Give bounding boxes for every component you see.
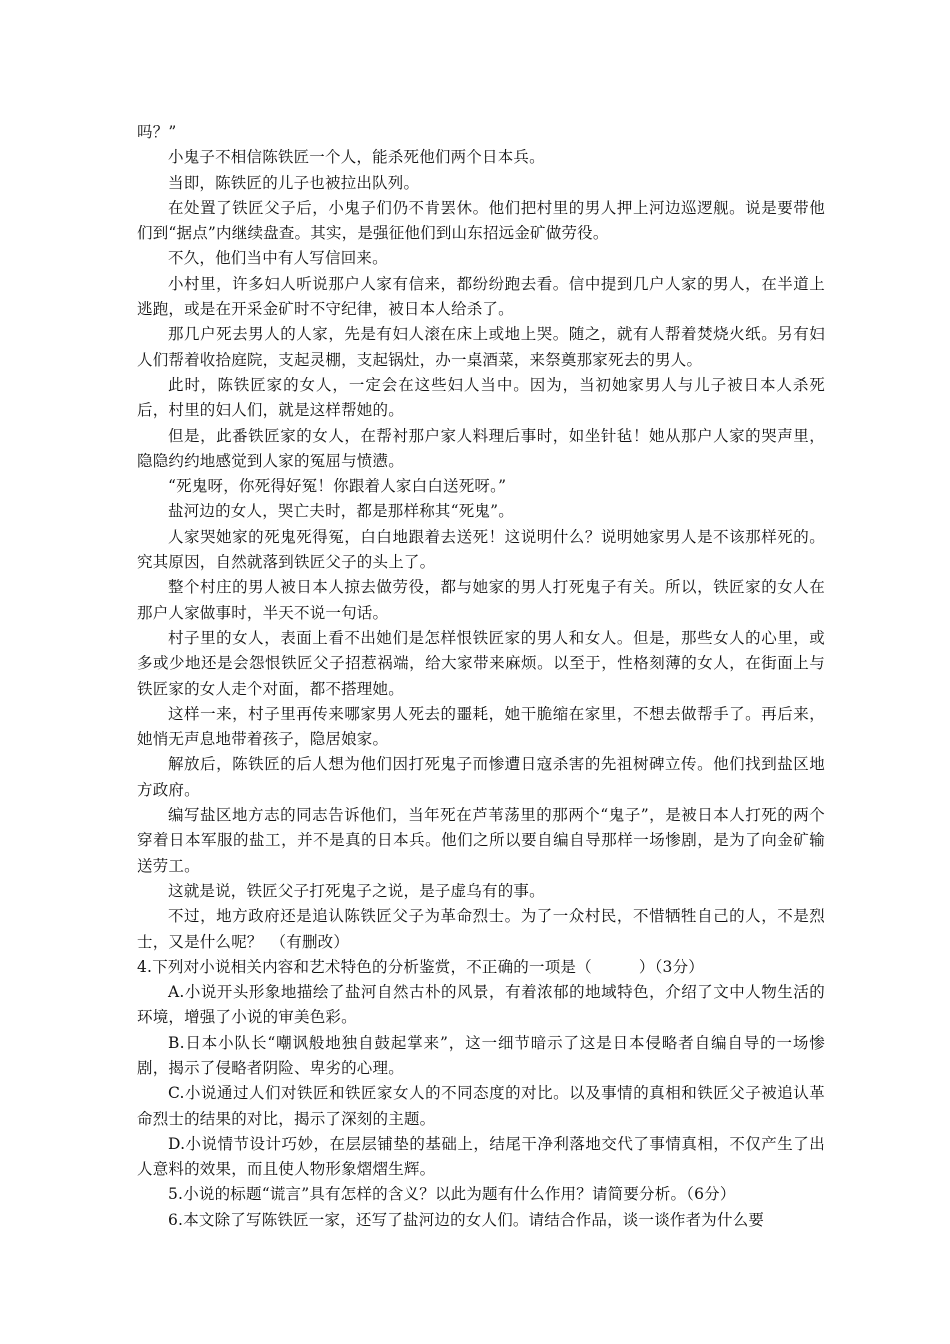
- option-b: B.日本小队长“嘲讽般地独自鼓起掌来”，这一细节暗示了这是日本侵略者自编自导的一场惨剧，揭示了侵略者阴险、卑劣的心理。: [137, 1033, 825, 1077]
- question-5: 5.小说的标题“谎言”具有怎样的含义？以此为题有什么作用？请简要分析。（6分）: [168, 1185, 736, 1204]
- document-page: [137, 120, 825, 1233]
- paragraph-16: 解放后，陈铁匠的后人想为他们因打死鬼子而惨遭日寇杀害的先祖树碑立传。他们找到盐区地方政府。: [137, 755, 825, 799]
- paragraph-19: 不过，地方政府还是追认陈铁匠父子为革命烈士。为了一众村民，不惜牺牲自己的人，不是烈士，又是什么呢？ （有删改）: [137, 907, 825, 951]
- paragraph-7: 那几户死去男人的人家，先是有妇人滚在床上或地上哭。随之，就有人帮着焚烧火纸。另有妇人们帮着收拾庭院，支起灵棚，支起锅灶，办一桌酒菜，来祭奠那家死去的男人。: [137, 325, 825, 369]
- paragraph-14: 村子里的女人，表面上看不出她们是怎样恨铁匠家的男人和女人。但是，那些女人的心里，或多或少地还是会怨恨铁匠父子招惹祸端，给大家带来麻烦。以至于，性格刻薄的女人，在街面上与铁匠家的女人走个对面，都不搭理她。: [137, 628, 825, 698]
- paragraph-11: 盐河边的女人，哭亡夫时，都是那样称其“死鬼”。: [168, 502, 514, 521]
- paragraph-1: 吗？”: [137, 123, 177, 141]
- paragraph-13: 整个村庄的男人被日本人掠去做劳役，都与她家的男人打死鬼子有关。所以，铁匠家的女人在那户人家做事时，半天不说一句话。: [137, 578, 825, 622]
- paragraph-6: 小村里，许多妇人听说那户人家有信来，都纷纷跑去看。信中提到几户人家的男人，在半道上逃跑，或是在开采金矿时不守纪律，被日本人给杀了。: [137, 274, 825, 319]
- paragraph-5: 不久，他们当中有人写信回来。: [168, 249, 388, 268]
- paragraph-2: 小鬼子不相信陈铁匠一个人，能杀死他们两个日本兵。: [168, 148, 545, 167]
- paragraph-3: 当即，陈铁匠的儿子也被拉出队列。: [168, 173, 420, 192]
- question-6: 6.本文除了写陈铁匠一家，还写了盐河边的女人们。请结合作品，谈一谈作者为什么要: [168, 1210, 765, 1229]
- paragraph-15: 这样一来，村子里再传来哪家男人死去的噩耗，她干脆缩在家里，不想去做帮手了。再后来，她悄无声息地带着孩子，隐居娘家。: [137, 704, 825, 749]
- option-d: D.小说情节设计巧妙，在层层铺垫的基础上，结尾干净利落地交代了事情真相，不仅产生了出人意料的效果，而且使人物形象熠熠生辉。: [137, 1134, 825, 1179]
- paragraph-17: 编写盐区地方志的同志告诉他们，当年死在芦苇荡里的那两个“鬼子”，是被日本人打死的两个穿着日本军服的盐工，并不是真的日本兵。他们之所以要自编自导那样一场惨剧，是为了向金矿输送劳工。: [137, 806, 825, 875]
- paragraph-9: 但是，此番铁匠家的女人，在帮衬那户家人料理后事时，如坐针毡！她从那户人家的哭声里，隐隐约约地感觉到人家的冤屈与愤懑。: [137, 426, 825, 470]
- paragraph-10: “死鬼呀，你死得好冤！你跟着人家白白送死呀。”: [168, 477, 507, 496]
- question-4: 4.下列对小说相关内容和艺术特色的分析鉴赏，不正确的一项是（ ）（3分）: [137, 957, 705, 976]
- option-a: A.小说开头形象地描绘了盐河自然古朴的风景，有着浓郁的地域特色，介绍了文中人物生活的环境，增强了小说的审美色彩。: [137, 983, 825, 1027]
- paragraph-12: 人家哭她家的死鬼死得冤，白白地跟着去送死！这说明什么？说明她家男人是不该那样死的。究其原因，自然就落到铁匠父子的头上了。: [137, 527, 825, 572]
- paragraph-8: 此时，陈铁匠家的女人，一定会在这些妇人当中。因为，当初她家男人与儿子被日本人杀死后，村里的妇人们，就是这样帮她的。: [137, 375, 825, 420]
- paragraph-18: 这就是说，铁匠父子打死鬼子之说，是子虚乌有的事。: [168, 881, 545, 900]
- option-c: C.小说通过人们对铁匠和铁匠家女人的不同态度的对比。以及事情的真相和铁匠父子被追认革命烈士的结果的对比，揭示了深刻的主题。: [137, 1084, 825, 1128]
- paragraph-4: 在处置了铁匠父子后，小鬼子们仍不肯罢休。他们把村里的男人押上河边巡逻舰。说是要带他们到“据点”内继续盘查。其实，是强征他们到山东招远金矿做劳役。: [137, 198, 825, 243]
